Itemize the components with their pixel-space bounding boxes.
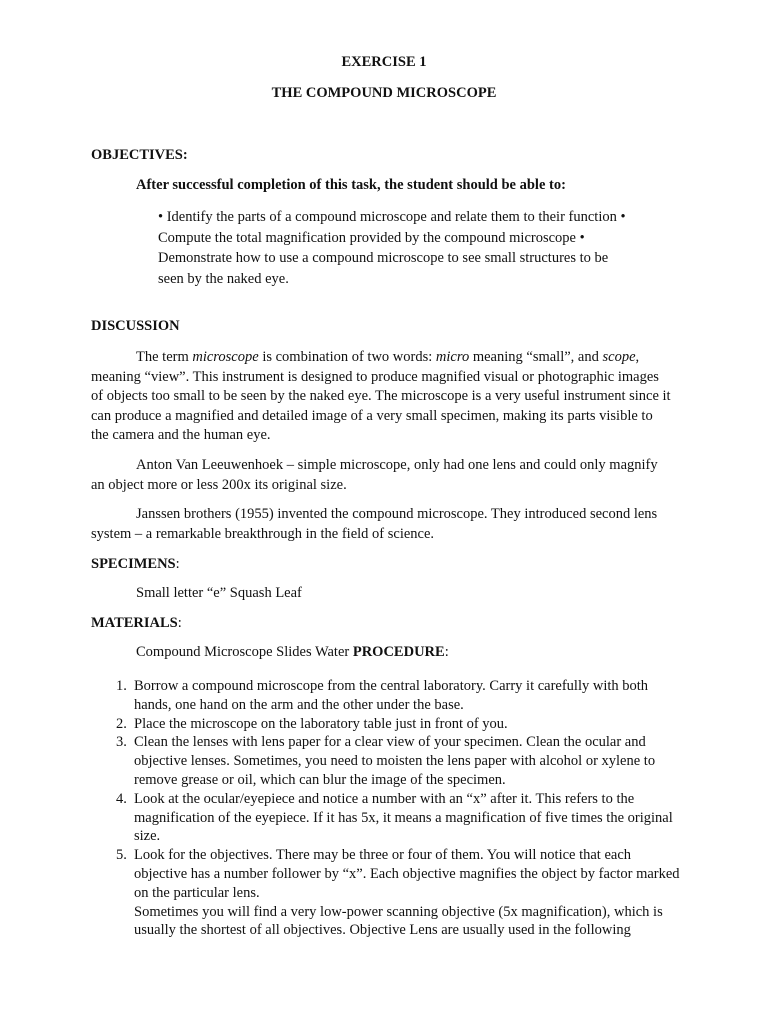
procedure-step: 1. Borrow a compound microscope from the central laboratory. Carry it carefully with both hands, one hand on the arm and the other under the base.: [116, 678, 649, 713]
materials-heading: MATERIALS: [91, 615, 178, 631]
procedure-step: 4. Look at the ocular/eyepiece and notice a number with an “x” after it. This refers to the magnification of the eyepiece. If it has 5x, it means a magnification of five times the original size.: [116, 790, 673, 845]
procedure-list: [112, 677, 682, 940]
discussion-paragraph-1: The term microscope is combination of two words: micro meaning “small”, and scope, meaning “view”. This instrument is designed to produce magnified visual or photographic images of objects too small to be seen by the naked eye. The microscope is a very useful instrument since it can produce a magnified and detailed image of a very small specimen, making its parts visible to the camera and the human eye.: [91, 349, 671, 443]
objectives-line: Compute the total magnification provided by the compound microscope •: [158, 229, 585, 246]
procedure-step: 5. Look for the objectives. There may be three or four of them. You will notice that each objective has a number follower by “x”. Each objective magnifies the object by factor marked on the particular lens.: [116, 847, 680, 901]
objectives-heading: OBJECTIVES:: [91, 147, 188, 163]
procedure-step: 2. Place the microscope on the laboratory table just in front of you.: [116, 715, 508, 732]
discussion-paragraph-3: Janssen brothers (1955) invented the compound microscope. They introduced second lens system – a remarkable breakthrough in the field of science.: [91, 506, 658, 542]
objectives-intro: After successful completion of this task, the student should be able to:: [136, 177, 566, 193]
materials-heading-line: MATERIALS:: [91, 615, 182, 631]
discussion-heading: DISCUSSION: [91, 318, 180, 334]
specimens-heading: SPECIMENS: [91, 556, 176, 572]
objectives-line: seen by the naked eye.: [158, 270, 289, 287]
specimens-heading-line: SPECIMENS:: [91, 556, 180, 572]
exercise-number: EXERCISE 1: [341, 54, 427, 70]
objectives-line: • Identify the parts of a compound microscope and relate them to their function •: [158, 209, 626, 225]
objectives-line: Demonstrate how to use a compound microscope to see small structures to be: [158, 250, 609, 266]
materials-text: Compound Microscope Slides Water PROCEDURE:: [136, 644, 449, 660]
specimens-text: Small letter “e” Squash Leaf: [136, 585, 302, 601]
procedure-heading: PROCEDURE: [352, 644, 445, 660]
procedure-continuation: Sometimes you will find a very low-power scanning objective (5x magnification), which is usually the shortest of all objectives. Objective Lens are usually used in the following: [134, 903, 663, 939]
procedure-step: 3. Clean the lenses with lens paper for a clear view of your specimen. Clean the ocular and objective lenses. Sometimes, you need to moisten the lens paper with alcohol or xylene to remove grease or oil, which can blur the image of the specimen.: [116, 734, 656, 788]
objectives-list: [158, 207, 678, 289]
page-title: THE COMPOUND MICROSCOPE: [271, 85, 497, 101]
discussion-paragraph-2: Anton Van Leeuwenhoek – simple microscope, only had one lens and could only magnify an object more or less 200x its original size.: [91, 457, 658, 493]
